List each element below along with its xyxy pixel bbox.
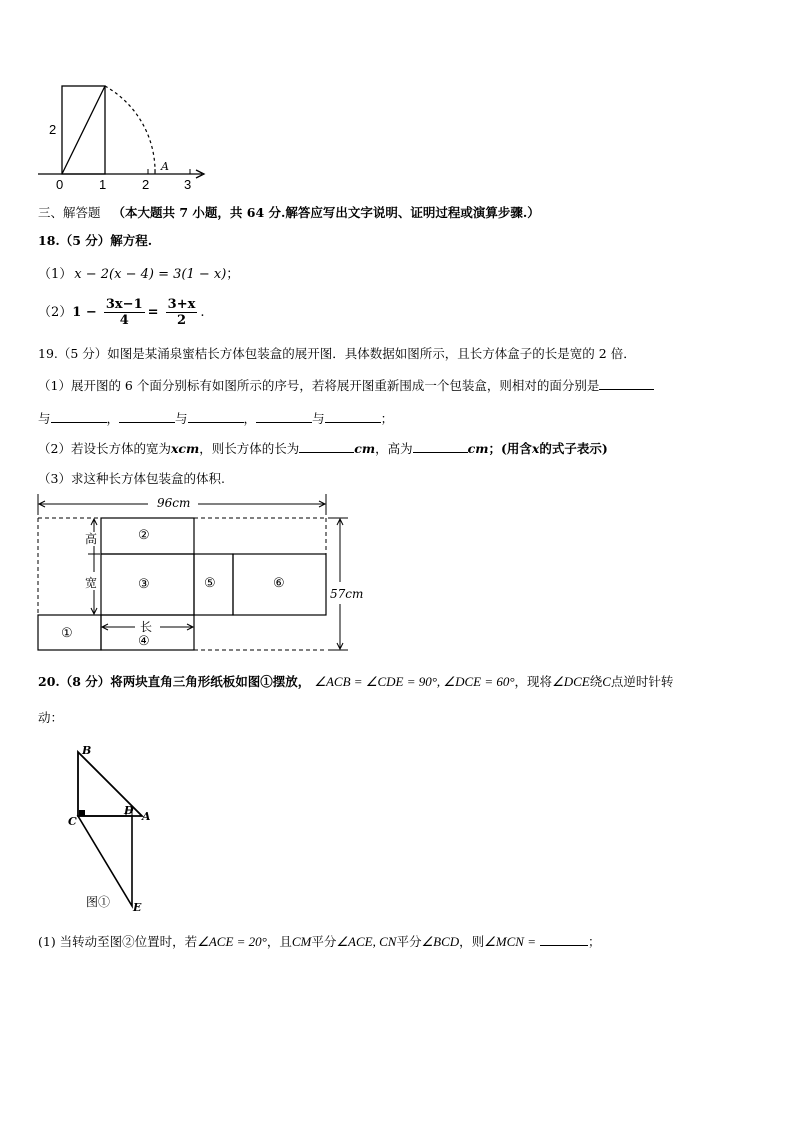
triangle-figure	[60, 740, 170, 920]
frac1-numerator: 3x−1	[105, 297, 143, 312]
frac2-denominator: 2	[177, 313, 187, 328]
vertex-d-label: D	[124, 804, 134, 817]
face-6-label: ⑥	[273, 576, 285, 591]
q18-p2-lhs: 1 −	[72, 305, 97, 320]
q18-p2-frac2	[166, 297, 198, 328]
q19-p1-yu-1: 与	[38, 411, 51, 426]
height-label: 2	[49, 122, 57, 137]
section-heading	[38, 203, 540, 221]
q20-p1-ace-cn: ∠ACE, CN	[336, 934, 397, 949]
q19-p1-text: （1）展开图的 6 个面分别标有如图所示的序号，若将展开图重新围成一个包装盒，则相对的面分别是	[38, 378, 600, 393]
q18-p1-label: （1）	[38, 267, 73, 282]
q20-stem-a: 20.（8 分）将两块直角三角形纸板如图①摆放，	[38, 674, 311, 689]
q20-p1-end: ；	[588, 934, 601, 949]
chang-label: 长	[140, 620, 153, 634]
tick-label-3: 3	[184, 177, 192, 192]
net-height-label: 57cm	[330, 587, 364, 601]
q19-part1-line2	[38, 409, 393, 427]
arc	[105, 86, 155, 174]
q19-p2-unit-1: cm	[354, 441, 376, 456]
right-angle-c	[79, 810, 85, 816]
tick-label-0: 0	[56, 177, 64, 192]
face-4-label: ④	[138, 634, 150, 649]
face-5-label: ⑤	[204, 576, 216, 591]
triangle-svg	[60, 740, 170, 920]
q20-stem-line2: 动：	[38, 710, 64, 725]
q18-p2-end: .	[200, 305, 205, 320]
numberline-svg	[30, 78, 220, 193]
q19-p1-comma-1: ，	[106, 411, 120, 426]
tick-label-2: 2	[142, 177, 150, 192]
q20-stem-math: ∠ACB = ∠CDE = 90°, ∠DCE = 60°	[314, 674, 515, 689]
answer-blank-1[interactable]	[599, 377, 654, 390]
q19-p1-comma-2: ，	[243, 411, 257, 426]
vertex-b-label: B	[82, 744, 92, 757]
section-title: 三、解答题	[38, 205, 101, 220]
q20-stem-point: C	[602, 674, 611, 689]
q20-stem-b: ，现将	[514, 674, 553, 689]
point-a-label: A	[161, 160, 169, 173]
q18-part1	[38, 263, 239, 282]
q19-p2-text-b: ，则长方体的长为	[199, 441, 300, 456]
q20-part1	[38, 932, 601, 950]
section-note: （本大题共 7 小题，共 64 分.解答应写出文字说明、证明过程或演算步骤.）	[112, 205, 540, 220]
face-3-label: ③	[138, 577, 150, 592]
q19-p2-unit-2: cm	[467, 441, 489, 456]
numberline-figure	[30, 78, 220, 193]
q18-p1-end: ；	[226, 267, 240, 282]
q20-p1-text-e: ，则	[459, 934, 485, 949]
q19-p1-yu-3: 与	[312, 411, 325, 426]
frac2-numerator: 3+x	[167, 297, 196, 312]
q20-stem-d: 点逆时针转	[610, 674, 674, 689]
answer-blank-length[interactable]	[299, 440, 354, 453]
q19-stem: 19.（5 分）如图是某涌泉蜜桔长方体包装盒的展开图．具体数据如图所示，且长方体盒子的长是宽的 2 倍．	[38, 346, 636, 361]
q19-part2	[38, 439, 608, 457]
kuan-label: 宽	[85, 576, 98, 590]
gao-label: 高	[85, 532, 98, 546]
q19-p2-text-a: （2）若设长方体的宽为	[38, 441, 171, 456]
q19-p2-text-d: ；(用含	[488, 441, 532, 456]
q18-p1-equation: x − 2(x − 4) = 3(1 − x)	[74, 267, 227, 282]
vertex-e-label: E	[133, 901, 142, 914]
q20-p1-text-a: (1) 当转动至图②位置时，若	[38, 934, 198, 949]
q20-stem-line1	[38, 672, 673, 690]
answer-blank-5[interactable]	[256, 410, 312, 423]
q18-p2-frac1	[104, 297, 145, 328]
q18-p2-equals: =	[147, 305, 159, 320]
vertex-a-label: A	[142, 810, 151, 823]
q20-stem-angle: ∠DCE	[552, 674, 590, 689]
answer-blank-6[interactable]	[325, 410, 381, 423]
answer-blank-height[interactable]	[413, 440, 468, 453]
answer-blank-2[interactable]	[51, 410, 107, 423]
q20-p1-angle-ace: ∠ACE = 20°	[197, 934, 267, 949]
net-svg	[30, 490, 360, 660]
q20-p1-text-d: 平分	[396, 934, 422, 949]
q19-p1-end: ；	[380, 411, 394, 426]
answer-blank-4[interactable]	[188, 410, 244, 423]
q20-p1-text-b: ，且	[266, 934, 292, 949]
q20-p1-cm: CM	[291, 934, 312, 949]
q20-stem-c: 绕	[589, 674, 603, 689]
q19-part3: （3）求这种长方体包装盒的体积.	[38, 471, 225, 486]
vertex-c-label: C	[68, 815, 77, 828]
q20-p1-text-c: 平分	[311, 934, 337, 949]
face-2-label: ②	[138, 528, 150, 543]
diagonal	[62, 86, 105, 174]
net-figure	[30, 490, 364, 660]
q18-p2-label: （2）	[38, 305, 73, 320]
answer-blank-mcn[interactable]	[540, 933, 588, 946]
q18-stem: 18.（5 分）解方程.	[38, 233, 153, 248]
q20-p1-bcd: ∠BCD	[421, 934, 460, 949]
q19-part1-line1	[38, 376, 654, 394]
q19-p1-yu-2: 与	[175, 411, 188, 426]
figure-caption: 图①	[86, 895, 111, 909]
net-width-label: 96cm	[157, 496, 191, 510]
q20-p1-mcn: ∠MCN =	[484, 934, 537, 949]
q19-p2-text-c: ，高为	[375, 441, 413, 456]
frac1-denominator: 4	[119, 313, 129, 328]
q19-p2-var: xcm	[170, 441, 200, 456]
face-1-label: ①	[61, 626, 73, 641]
q19-p2-text-e: 的式子表示)	[539, 441, 608, 456]
q18-part2	[38, 297, 205, 328]
tick-label-1: 1	[99, 177, 107, 192]
answer-blank-3[interactable]	[119, 410, 175, 423]
q19-p2-x: x	[531, 441, 540, 456]
